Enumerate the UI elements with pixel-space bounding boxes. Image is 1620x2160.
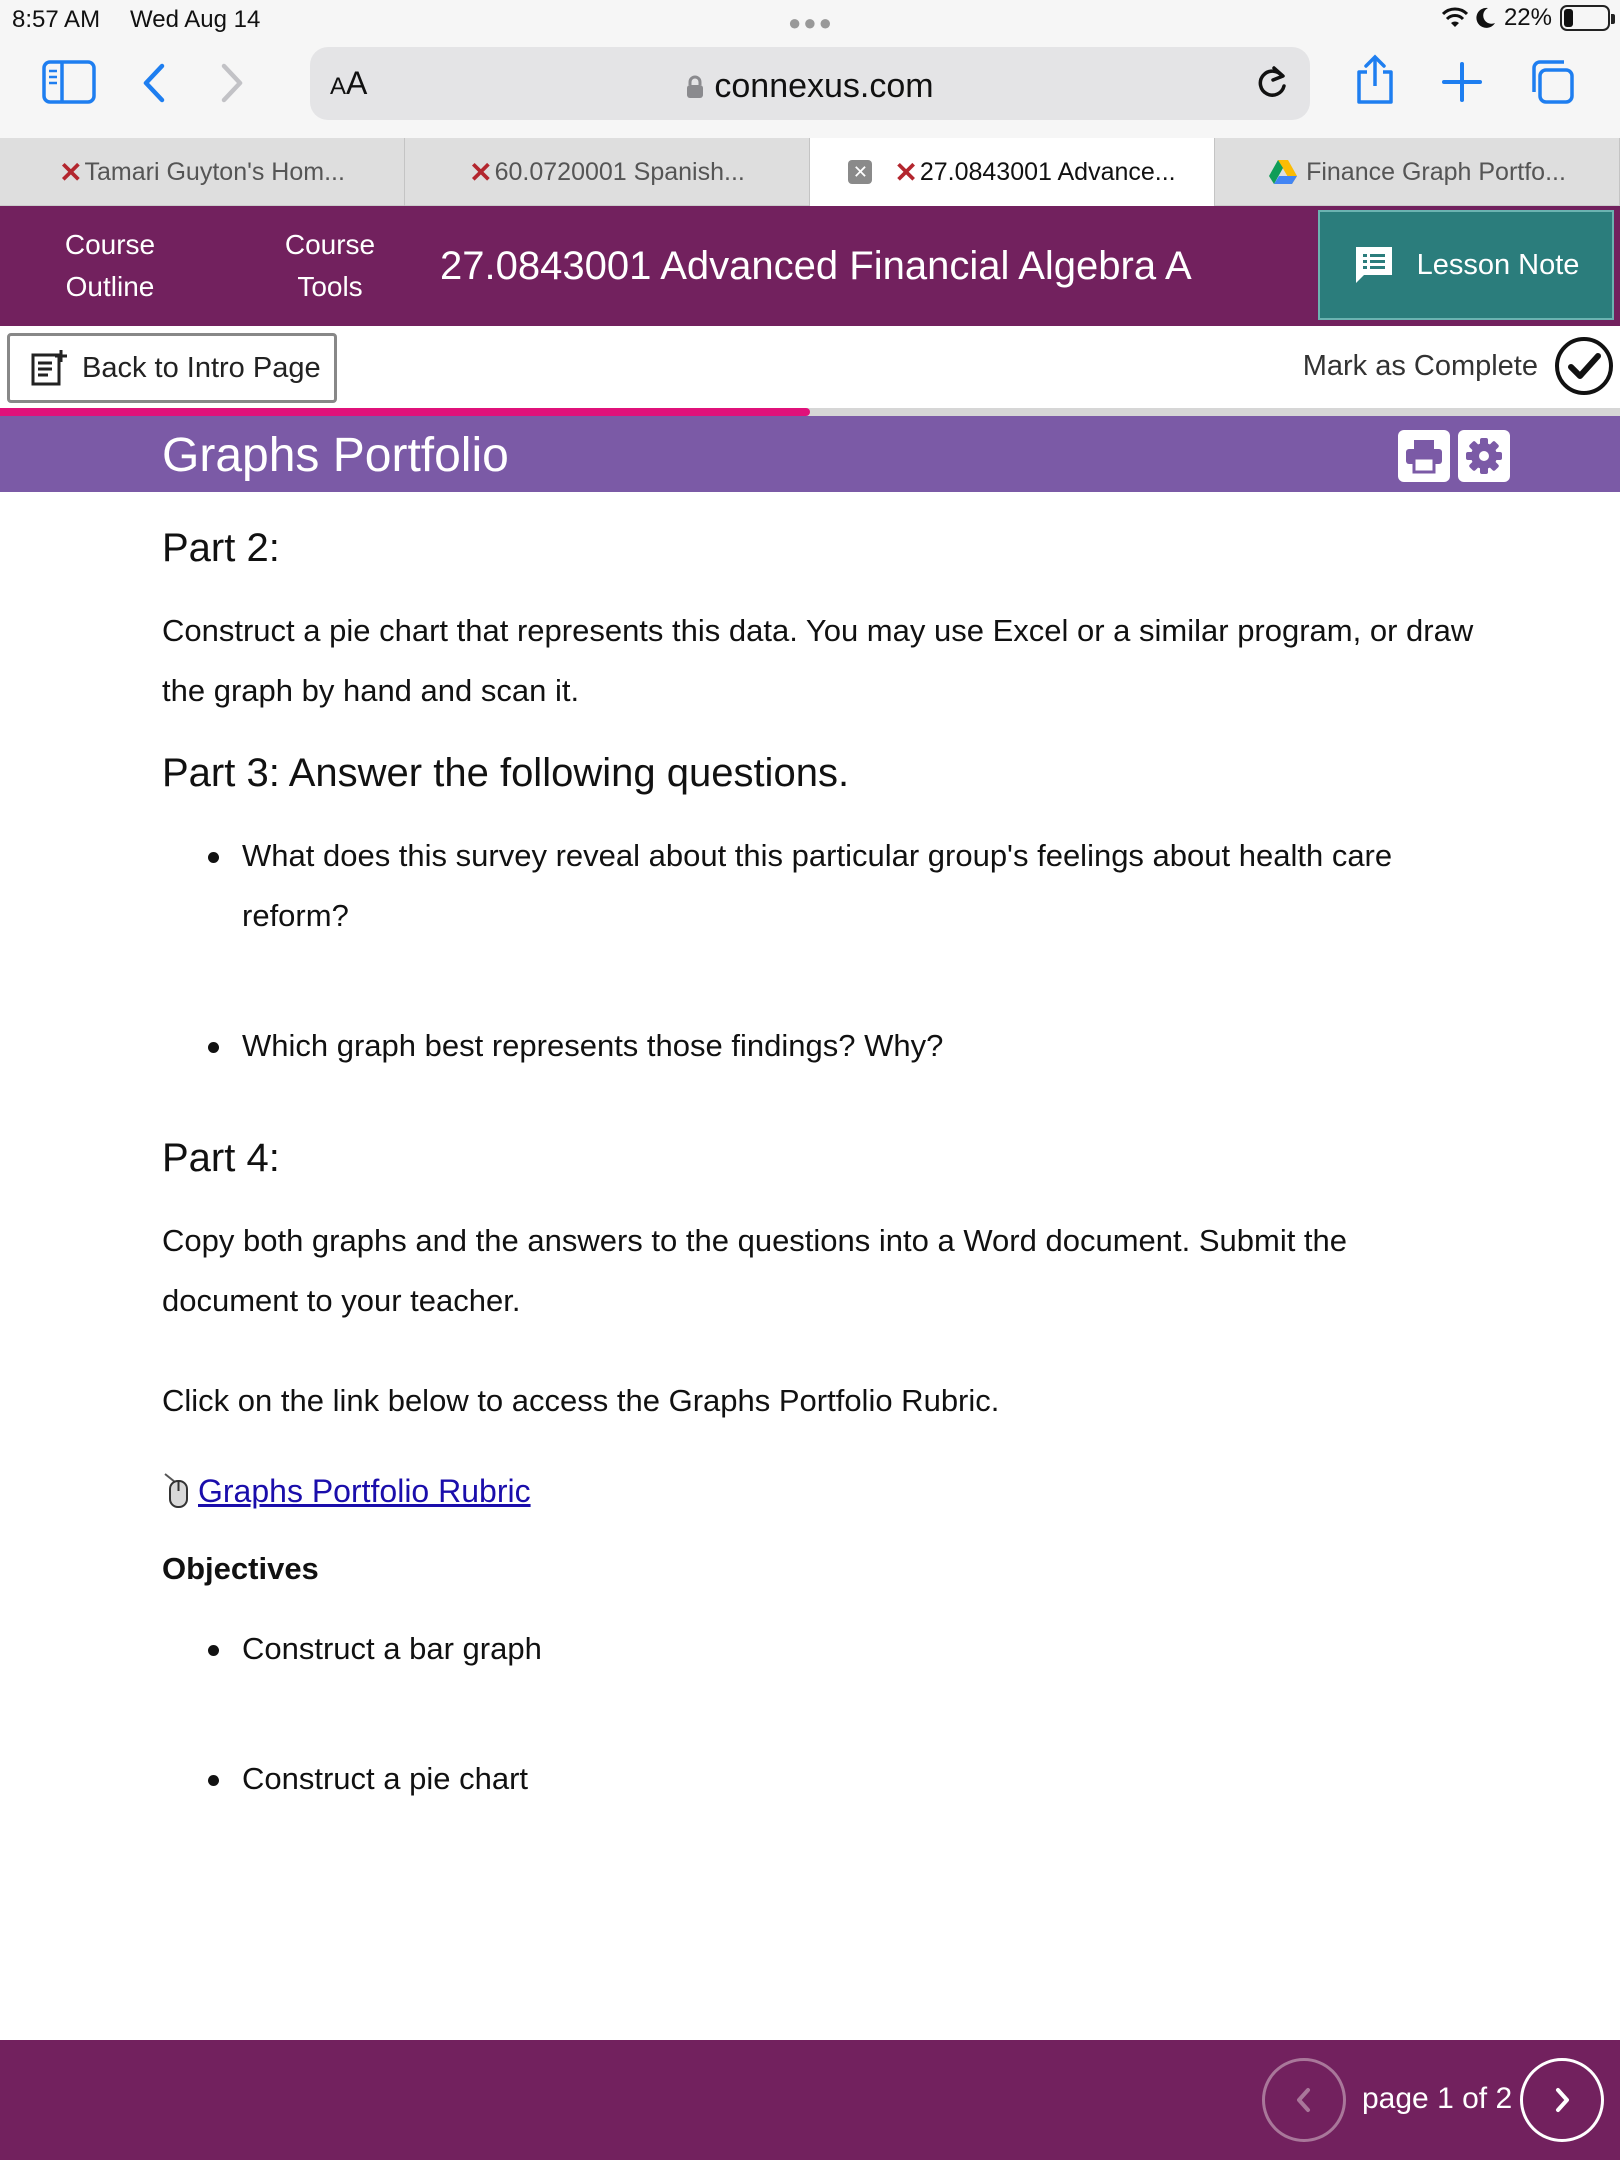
browser-toolbar xyxy=(0,40,1620,138)
page-indicator: page 1 of 2 xyxy=(1362,2082,1513,2115)
part4-heading: Part 4: xyxy=(162,1136,280,1180)
back-to-intro-button[interactable]: Back to Intro Page xyxy=(7,333,337,403)
forward-nav-icon[interactable] xyxy=(216,62,248,104)
part2-heading: Part 2: xyxy=(162,526,280,570)
list-item: Construct a pie chart xyxy=(162,1749,1482,1809)
status-date: Wed Aug 14 xyxy=(130,6,261,33)
tab-bar xyxy=(0,138,1620,206)
connexus-icon: ✕ xyxy=(894,156,914,188)
list-item: Which graph best represents those findings? Why? xyxy=(162,1016,1482,1076)
lesson-content xyxy=(162,492,1482,1809)
tab-overview-icon[interactable] xyxy=(1528,58,1576,106)
print-button[interactable] xyxy=(1398,430,1450,482)
close-tab-icon[interactable]: ✕ xyxy=(848,160,872,184)
lesson-note-button[interactable]: Lesson Note xyxy=(1318,210,1614,320)
battery-icon xyxy=(1560,5,1610,31)
part4-text: Copy both graphs and the answers to the questions into a Word document. Submit the document to your teacher. xyxy=(162,1223,1348,1318)
lock-icon xyxy=(686,75,704,99)
pagination-footer xyxy=(0,2040,1620,2160)
next-page-button[interactable] xyxy=(1520,2058,1604,2142)
rubric-link-row xyxy=(162,1471,1482,1511)
lesson-title: Graphs Portfolio xyxy=(162,429,509,482)
battery-level xyxy=(1564,9,1573,27)
objectives-list xyxy=(162,1619,1482,1809)
add-document-icon xyxy=(30,349,68,387)
course-outline-link[interactable]: Course Outline xyxy=(64,229,156,302)
graphs-portfolio-rubric-link[interactable]: Graphs Portfolio Rubric xyxy=(198,1472,531,1509)
chevron-left-icon xyxy=(1292,2085,1316,2115)
back-nav-icon[interactable] xyxy=(138,62,170,104)
lesson-progress-fill xyxy=(0,408,810,416)
connexus-icon: ✕ xyxy=(469,156,489,188)
tab-tamari-home[interactable]: ✕ Tamari Guyton's Hom... xyxy=(0,138,405,206)
course-tools-link[interactable]: Course Tools xyxy=(284,229,376,302)
course-header xyxy=(0,206,1620,326)
course-title: 27.0843001 Advanced Financial Algebra A xyxy=(440,244,1192,288)
objectives-heading: Objectives xyxy=(162,1551,319,1586)
part3-questions xyxy=(162,826,1482,1076)
status-bar xyxy=(0,0,1620,40)
list-item: Construct a bar graph xyxy=(162,1619,1482,1679)
mark-as-complete-button[interactable]: Mark as Complete xyxy=(1303,336,1614,396)
note-icon xyxy=(1353,244,1395,286)
rubric-instructions: Click on the link below to access the Graphs Portfolio Rubric. xyxy=(162,1383,1000,1418)
tab-spanish[interactable]: ✕ 60.0720001 Spanish... xyxy=(405,138,810,206)
connexus-icon: ✕ xyxy=(59,156,79,188)
part3-heading: Part 3: Answer the following questions. xyxy=(162,751,850,795)
mouse-icon xyxy=(162,1471,192,1511)
lesson-progress-bar xyxy=(0,408,1620,416)
lesson-title-bar xyxy=(0,416,1620,492)
wifi-icon xyxy=(1442,7,1468,29)
share-icon[interactable] xyxy=(1354,54,1396,106)
tab-finance-graph[interactable]: Finance Graph Portfo... xyxy=(1215,138,1620,206)
sidebar-icon[interactable] xyxy=(42,60,96,104)
settings-button[interactable] xyxy=(1458,430,1510,482)
status-indicators xyxy=(1442,4,1610,32)
moon-icon xyxy=(1476,7,1496,29)
printer-icon xyxy=(1404,438,1444,474)
part2-text: Construct a pie chart that represents this data. You may use Excel or a similar program, or draw the graph by hand and scan it. xyxy=(162,613,1474,708)
reload-icon[interactable] xyxy=(1254,64,1290,102)
reader-options-button[interactable]: AA xyxy=(330,65,368,101)
list-item: What does this survey reveal about this particular group's feelings about health care reform? xyxy=(162,826,1482,946)
multitasking-dots-icon[interactable]: ●●● xyxy=(788,10,834,35)
status-time: 8:57 AM xyxy=(12,6,101,33)
tab-advanced-financial[interactable]: ✕ ✕ 27.0843001 Advance... xyxy=(810,138,1215,206)
lesson-subbar xyxy=(0,326,1620,408)
gear-icon xyxy=(1465,437,1503,475)
previous-page-button[interactable] xyxy=(1262,2058,1346,2142)
new-tab-icon[interactable] xyxy=(1442,62,1482,102)
address-bar[interactable] xyxy=(310,47,1310,120)
chevron-right-icon xyxy=(1550,2085,1574,2115)
battery-percent: 22% xyxy=(1503,4,1552,31)
url-text[interactable]: connexus.com xyxy=(310,67,1310,106)
check-circle-icon xyxy=(1554,336,1614,396)
google-drive-icon xyxy=(1268,159,1298,185)
